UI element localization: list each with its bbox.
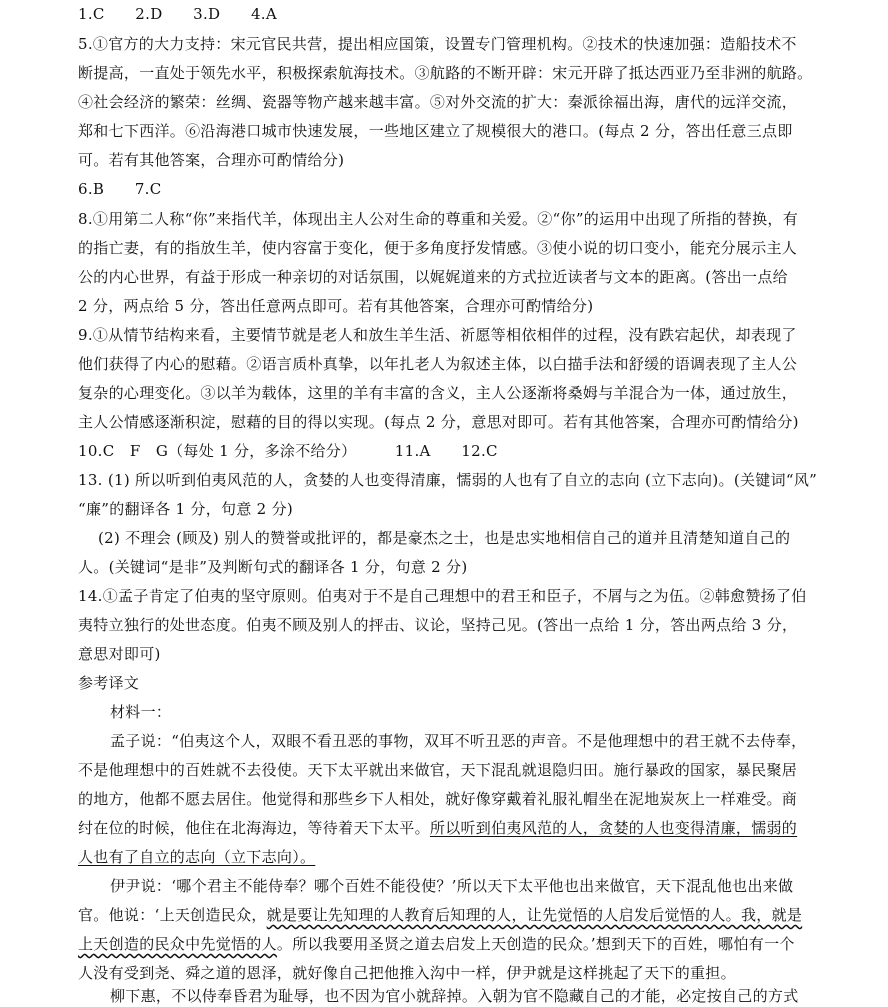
answer-9-line-4: 主人公情感逐渐积淀，慰藉的目的得以实现。(每点 2 分，意思对即可。若有其他答案，合理亦可酌情给分) xyxy=(78,413,799,431)
translation-line-4-plain: 纣在位的时候，他住在北海海边，等待着天下太平。 xyxy=(78,819,430,837)
translation-line-1: 孟子说：“伯夷这个人，双眼不看丑恶的事物，双耳不听丑恶的声音。不是他理想中的君王就不去侍奉， xyxy=(110,732,807,750)
answer-9-line-2: 他们获得了内心的慰藉。②语言质朴真挚，以年扎老人为叙述主体，以白描手法和舒缓的语调表现了主人公 xyxy=(78,355,798,373)
translation-line-8-plain: 。所以我要用圣贤之道去启发上天创造的民众。’想到天下的百姓，哪怕有一个 xyxy=(276,935,795,953)
answer-8-line-3: 公的内心世界，有益于形成一种亲切的对话氛围，以娓娓道来的方式拉近读者与文本的距离。(答出一点给 xyxy=(78,268,788,286)
translation-line-8-wavy: 上天创造的民众中先觉悟的人 xyxy=(78,935,277,953)
translation-line-8 xyxy=(78,933,868,955)
answer-5-line-4: 郑和七下西洋。⑥沿海港口城市快速发展，一些地区建立了规模很大的港口。(每点 2 分，答出任意三点即 xyxy=(78,122,793,140)
translation-line-7 xyxy=(78,904,868,926)
answer-13-2-line-1: (2) 不理会 (顾及) 别人的赞誉或批评的，都是豪杰之士，也是忠实地相信自己的道并且清楚知道自己的 xyxy=(98,529,791,547)
translation-line-4 xyxy=(78,817,868,839)
answer-5-line-3: ④社会经济的繁荣：丝绸、瓷器等物产越来越丰富。⑤对外交流的扩大：秦派徐福出海，唐代的远洋交流， xyxy=(78,93,798,111)
answers-6-7: 6.B 7.C xyxy=(78,180,162,198)
answer-13-1-line-2: “廉”的翻译各 1 分，句意 2 分) xyxy=(78,500,294,518)
answer-9-line-1: 9.①从情节结构来看，主要情节就是老人和放生羊生活、祈愿等相依相伴的过程，没有跌宕起伏，却表现了 xyxy=(78,326,797,344)
answers-10-12: 10.C F G（每处 1 分，多涂不给分） 11.A 12.C xyxy=(78,442,498,460)
translation-line-4-underlined: 所以听到伯夷风范的人，贪婪的人也变得清廉，懦弱的 xyxy=(429,819,798,837)
answer-14-line-3: 意思对即可) xyxy=(78,645,161,663)
translation-line-7-plain: 官。他说：‘上天创造民众， xyxy=(78,906,267,924)
answer-13-1-line-1: 13. (1) 所以听到伯夷风范的人，贪婪的人也变得清廉，懦弱的人也有了自立的志向 (立下志向)。(关键词“风” xyxy=(78,471,818,489)
answer-13-2-line-2: 人。(关键词“是非”及判断句式的翻译各 1 分，句意 2 分) xyxy=(78,558,468,576)
material-one-label: 材料一： xyxy=(110,703,172,721)
translation-line-5 xyxy=(78,846,868,868)
translation-line-9: 人没有受到尧、舜之道的恩泽，就好像自己把他推入沟中一样，伊尹就是这样挑起了天下的重担。 xyxy=(78,964,736,982)
translation-line-5-underlined: 人也有了自立的志向（立下志向）。 xyxy=(78,848,316,866)
answer-5-line-5: 可。若有其他答案，合理亦可酌情给分) xyxy=(78,151,345,169)
answer-5-line-1: 5.①官方的大力支持：宋元官民共营，提出相应国策，设置专门管理机构。②技术的快速加强：造船技术不 xyxy=(78,35,797,53)
answer-8-line-1: 8.①用第二人称“你”来指代羊，体现出主人公对生命的尊重和关爱。②“你”的运用中出现了所指的替换，有 xyxy=(78,210,798,228)
answer-8-line-2: 的指亡妻，有的指放生羊，使内容富于变化，便于多角度抒发情感。③使小说的切口变小，能充分展示主人 xyxy=(78,239,798,257)
translation-line-3: 的地方，他都不愿去居住。他觉得和那些乡下人相处，就好像穿戴着礼服礼帽坐在泥地炭灰上一样难受。商 xyxy=(78,790,798,808)
translation-line-10: 柳下惠，不以侍奉昏君为耻辱，也不因为官小就辞掉。入朝为官不隐藏自己的才能，必定按自己的方式 xyxy=(110,987,799,1005)
answer-8-line-4: 2 分，两点给 5 分，答出任意两点即可。若有其他答案，合理亦可酌情给分) xyxy=(78,297,594,315)
translation-line-7-wavy: 就是要让先知理的人教育后知理的人，让先觉悟的人启发后觉悟的人。我，就是 xyxy=(266,906,803,924)
answer-5-line-2: 断提高，一直处于领先水平，积极探索航海技术。③航路的不断开辟：宋元开辟了抵达西亚乃至非洲的航路。 xyxy=(78,64,813,82)
translation-line-6: 伊尹说：‘哪个君主不能侍奉？哪个百姓不能役使？’所以天下太平他也出来做官，天下混乱他也出来做 xyxy=(110,877,794,895)
answer-14-line-1: 14.①孟子肯定了伯夷的坚守原则。伯夷对于不是自己理想中的君王和臣子，不屑与之为伍。②韩愈赞扬了伯 xyxy=(78,587,807,605)
translation-line-2: 不是他理想中的百姓就不去役使。天下太平就出来做官，天下混乱就退隐归田。施行暴政的国家，暴民聚居 xyxy=(78,761,798,779)
reference-translation-heading: 参考译文 xyxy=(78,674,140,692)
answer-9-line-3: 复杂的心理变化。③以羊为载体，这里的羊有丰富的含义，主人公逐渐将桑姆与羊混合为一体，通过放生， xyxy=(78,384,798,402)
answer-14-line-2: 夷特立独行的处世态度。伯夷不顾及别人的抨击、议论，坚持己见。(答出一点给 1 分，答出两点给 3 分， xyxy=(78,616,798,634)
answers-1-4: 1.C 2.D 3.D 4.A xyxy=(78,5,278,23)
